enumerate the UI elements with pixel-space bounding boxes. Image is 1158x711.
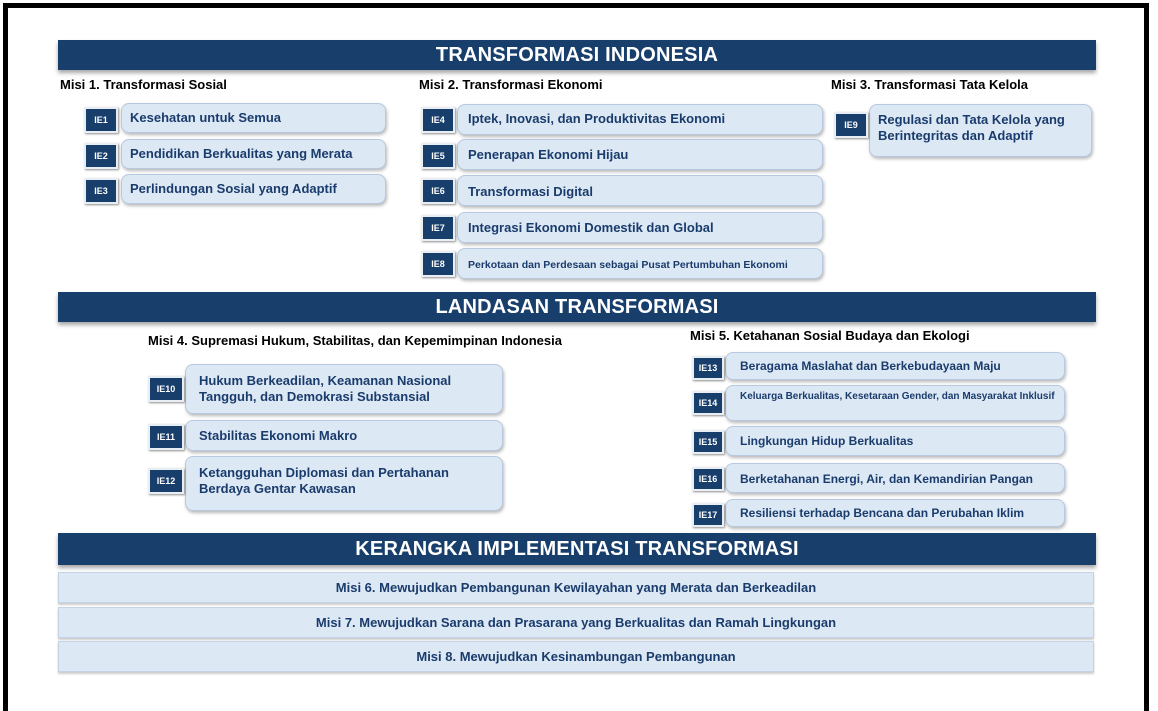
item-ie10 bbox=[185, 364, 503, 414]
badge-ie5: IE5 bbox=[421, 143, 455, 169]
badge-ie12: IE12 bbox=[148, 468, 184, 494]
mission-2-title: Misi 2. Transformasi Ekonomi bbox=[419, 77, 603, 92]
badge-ie17: IE17 bbox=[692, 503, 724, 527]
item-label: Lingkungan Hidup Berkualitas bbox=[740, 434, 914, 448]
mission-3-title: Misi 3. Transformasi Tata Kelola bbox=[831, 77, 1028, 92]
item-ie3 bbox=[121, 174, 386, 204]
item-ie5 bbox=[457, 139, 823, 170]
item-label: Regulasi dan Tata Kelola yang Berintegritas dan Adaptif bbox=[878, 112, 1065, 143]
mission-4-title: Misi 4. Supremasi Hukum, Stabilitas, dan Kepemimpinan Indonesia bbox=[148, 333, 562, 348]
item-ie9 bbox=[869, 104, 1092, 157]
item-ie2 bbox=[121, 139, 386, 169]
banner-landasan-transformasi: LANDASAN TRANSFORMASI bbox=[58, 292, 1096, 322]
item-label: Berketahanan Energi, Air, dan Kemandirian Pangan bbox=[740, 472, 1033, 486]
item-label: Stabilitas Ekonomi Makro bbox=[199, 428, 358, 443]
item-ie13 bbox=[725, 352, 1065, 380]
item-ie8 bbox=[457, 248, 823, 279]
item-ie7 bbox=[457, 212, 823, 243]
badge-ie10: IE10 bbox=[148, 376, 184, 402]
badge-ie13: IE13 bbox=[692, 356, 724, 380]
item-label: Penerapan Ekonomi Hijau bbox=[468, 147, 629, 162]
item-label: Keluarga Berkualitas, Kesetaraan Gender, dan Masyarakat Inklusif bbox=[740, 391, 1055, 402]
item-label: Beragama Maslahat dan Berkebudayaan Maju bbox=[740, 359, 1001, 373]
badge-ie8: IE8 bbox=[421, 251, 455, 277]
item-label: Perkotaan dan Perdesaan sebagai Pusat Pertumbuhan Ekonomi bbox=[468, 259, 788, 271]
item-ie15 bbox=[725, 426, 1065, 456]
mission-8-bar: Misi 8. Mewujudkan Kesinambungan Pembangunan bbox=[58, 641, 1094, 672]
badge-ie3: IE3 bbox=[84, 178, 118, 204]
mission-6-bar: Misi 6. Mewujudkan Pembangunan Kewilayahan yang Merata dan Berkeadilan bbox=[58, 572, 1094, 603]
mission-5-title: Misi 5. Ketahanan Sosial Budaya dan Ekologi bbox=[690, 328, 970, 343]
item-label: Kesehatan untuk Semua bbox=[130, 110, 281, 125]
item-label: Hukum Berkeadilan, Keamanan Nasional Tangguh, dan Demokrasi Substansial bbox=[199, 373, 452, 404]
banner-transformasi-indonesia: TRANSFORMASI INDONESIA bbox=[58, 40, 1096, 70]
item-ie11 bbox=[185, 420, 503, 451]
item-ie14 bbox=[725, 385, 1065, 421]
item-label: Transformasi Digital bbox=[468, 184, 593, 199]
badge-ie15: IE15 bbox=[692, 430, 724, 454]
badge-ie11: IE11 bbox=[148, 424, 184, 450]
item-label: Integrasi Ekonomi Domestik dan Global bbox=[468, 220, 714, 235]
mission-7-bar: Misi 7. Mewujudkan Sarana dan Prasarana yang Berkualitas dan Ramah Lingkungan bbox=[58, 607, 1094, 638]
item-ie6 bbox=[457, 175, 823, 206]
item-ie1 bbox=[121, 103, 386, 133]
item-label: Pendidikan Berkualitas yang Merata bbox=[130, 146, 353, 161]
badge-ie6: IE6 bbox=[421, 178, 455, 204]
item-label: Iptek, Inovasi, dan Produktivitas Ekonomi bbox=[468, 111, 726, 126]
badge-ie14: IE14 bbox=[692, 391, 724, 415]
item-label: Perlindungan Sosial yang Adaptif bbox=[130, 181, 337, 196]
badge-ie2: IE2 bbox=[84, 143, 118, 169]
item-label: Resiliensi terhadap Bencana dan Perubahan Iklim bbox=[740, 506, 1025, 520]
badge-ie7: IE7 bbox=[421, 215, 455, 241]
item-label: Ketangguhan Diplomasi dan Pertahanan Berdaya Gentar Kawasan bbox=[199, 465, 449, 496]
banner-kerangka-implementasi: KERANGKA IMPLEMENTASI TRANSFORMASI bbox=[58, 533, 1096, 565]
mission-1-title: Misi 1. Transformasi Sosial bbox=[60, 77, 227, 92]
item-ie12 bbox=[185, 456, 503, 511]
badge-ie16: IE16 bbox=[692, 467, 724, 491]
badge-ie9: IE9 bbox=[834, 112, 868, 138]
item-ie16 bbox=[725, 463, 1065, 493]
badge-ie4: IE4 bbox=[421, 107, 455, 133]
badge-ie1: IE1 bbox=[84, 107, 118, 133]
item-ie4 bbox=[457, 104, 823, 135]
item-ie17 bbox=[725, 499, 1065, 527]
